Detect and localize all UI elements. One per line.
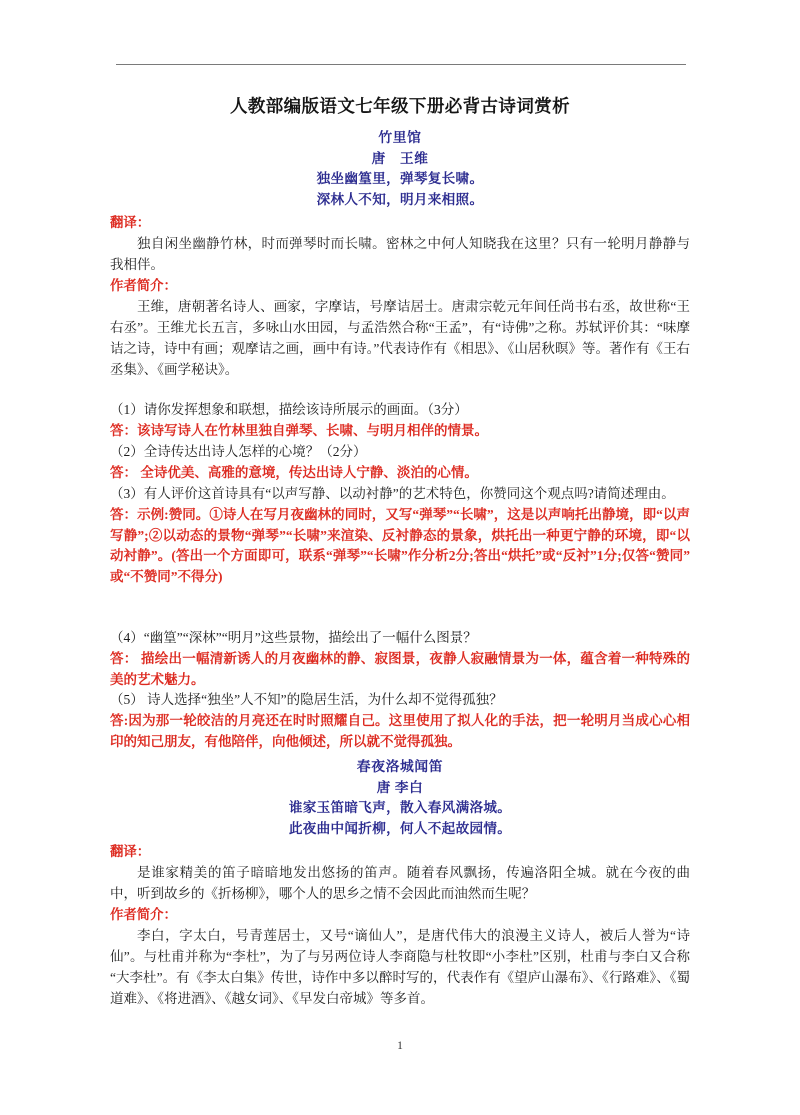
answer-3-text: 答：示例:赞同。①诗人在写月夜幽林的同时，又写“弹琴”“长啸”，这是以声响托出静境，即“以声写静”;②以动态的景物“弹琴”“长啸”来渲染、反衬静态的景象，烘托出一种更宁静的环境，即“以动衬静”。(答出一个方面即可，联系“弹琴”“长啸”作分析2分;答出“烘托”或“反衬”1分;仅答“赞同”或“不赞同”不得分) [110,506,690,585]
question-3-text: （3）有人评价这首诗具有“以声写静、以动衬静”的艺术特色，你赞同这个观点吗?请简述理由。 [110,486,675,501]
poem-2-title: 春夜洛城闻笛 [356,759,444,774]
poem-1-author-bio-block [110,276,690,380]
poem-1-qa-5 [110,690,690,752]
question-1-text: （1）请你发挥想象和联想，描绘该诗所展示的画面。（3分） [110,402,468,417]
poem-1-author: 唐 王维 [371,150,429,166]
poem-2-author-bio-text: 李白，字太白，号青莲居士，又号“谪仙人”，是唐代伟大的浪漫主义诗人，被后人誉为“诗仙”。与杜甫并称为“李杜”，为了与另两位诗人李商隐与杜牧即“小李杜”区别，杜甫与李白又合称“大李杜”。有《李太白集》传世，诗作中多以醉时写的，代表作有《望庐山瀑布》、《行路难》、《蜀道难》、《将进酒》、《越女词》、《早发白帝城》等多首。 [110,928,690,1007]
poem-1-translation-block [110,213,690,275]
poem-2-heading-block [110,757,690,840]
page-title: 人教部编版语文七年级下册必背古诗词赏析 [229,96,571,116]
answer-5-text: 答:因为那一轮皎洁的月亮还在时时照耀自己。这里使用了拟人化的手法，把一轮明月当成心心相印的知己朋友，有他陪伴，向他倾述，所以就不觉得孤独。 [110,712,690,749]
poem-1-translation-label: 翻译： [110,215,151,230]
poem-1-author-bio-text: 王维，唐朝著名诗人、画家，字摩诘，号摩诘居士。唐肃宗乾元年间任尚书右丞，故世称“王右丞”。王维尤长五言，多咏山水田园，与孟浩然合称“王孟”，有“诗佛”之称。苏轼评价其：“味摩诘之诗，诗中有画；观摩诘之画，画中有诗。”代表诗作有《相思》、《山居秋暝》等。著作有《王右丞集》、《画学秘诀》。 [110,299,690,378]
poem-1-qa-4 [110,628,690,690]
poem-2-author-bio-label: 作者简介： [110,907,177,922]
poem-2-translation-label: 翻译： [110,844,151,859]
page-number: 1 [397,1040,403,1052]
poem-2-translation-block [110,842,690,904]
header-divider [116,64,686,65]
poem-1-verse-2: 深林人不知，明月来相照。 [316,191,484,207]
question-2-text: （2）全诗传达出诗人怎样的心境？（2分） [110,444,367,459]
poem-1-title: 竹里馆 [378,130,422,145]
answer-1-text: 答：该诗写诗人在竹林里独自弹琴、长啸、与明月相伴的情景。 [110,422,488,438]
poem-1-heading-block [110,128,690,211]
question-4-text: （4）“幽篁”“深林”“明月”这些景物，描绘出了一幅什么图景？ [110,630,477,645]
poem-1-translation-text: 独自闲坐幽静竹林，时而弹琴时而长啸。密林之中何人知晓我在这里？只有一轮明月静静与我相伴。 [110,236,690,273]
poem-2-author-bio-block [110,905,690,1009]
question-5-text: （5） 诗人选择“独坐”人不知”的隐居生活，为什么却不觉得孤独？ [110,692,503,707]
poem-1-qa-2 [110,442,690,484]
answer-2-text: 答： 全诗优美、高雅的意境，传达出诗人宁静、淡泊的心情。 [110,464,478,480]
poem-2-translation-text: 是谁家精美的笛子暗暗地发出悠扬的笛声。随着春风飘扬，传遍洛阳全城。就在今夜的曲中，听到故乡的《折杨柳》，哪个人的思乡之情不会因此而油然而生呢？ [110,865,690,902]
poem-2-verse-1: 谁家玉笛暗飞声，散入春风满洛城。 [288,800,512,816]
answer-4-text: 答： 描绘出一幅清新诱人的月夜幽林的静、寂图景，夜静人寂融情景为一体，蕴含着一种特殊的美的艺术魅力。 [110,650,690,687]
poem-1-qa-3 [110,484,690,588]
poem-2-verse-2: 此夜曲中闻折柳，何人不起故园情。 [288,820,512,836]
poem-1-author-bio-label: 作者简介： [110,278,177,293]
poem-2-author: 唐 李白 [376,779,424,795]
poem-1-qa-1 [110,400,690,442]
poem-1-verse-1: 独坐幽篁里，弹琴复长啸。 [316,171,484,187]
